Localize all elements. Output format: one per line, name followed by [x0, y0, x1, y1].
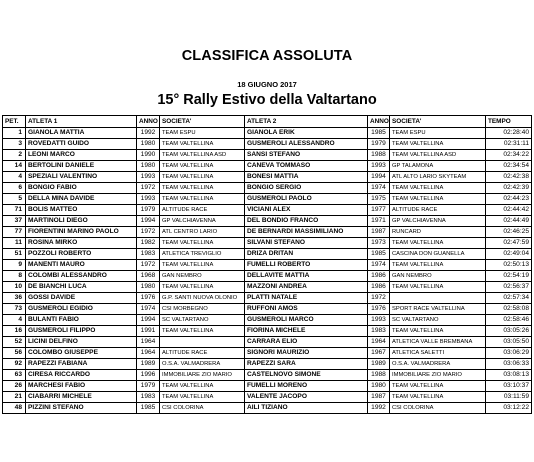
cell-atleta1: ROSINA MIRKO [26, 238, 137, 249]
cell-atleta2: GIANOLA ERIK [245, 128, 368, 139]
cell-societa1: SC VALTARTANO [160, 315, 245, 326]
cell-anno2: 1973 [368, 238, 390, 249]
table-row [3, 172, 532, 183]
cell-anno1: 1983 [137, 249, 160, 260]
cell-tempo: 02:34:22 [486, 150, 532, 161]
cell-pet: 71 [3, 205, 26, 216]
cell-atleta2: DRIZA DRITAN [245, 249, 368, 260]
cell-anno1: 1968 [137, 271, 160, 282]
cell-societa1: TEAM VALTELLINA [160, 381, 245, 392]
cell-societa2: TEAM VALTELLINA [390, 326, 486, 337]
cell-pet: 63 [3, 370, 26, 381]
table-row [3, 359, 532, 370]
header-societa1: SOCIETA' [160, 116, 245, 128]
cell-atleta1: POZZOLI ROBERTO [26, 249, 137, 260]
cell-atleta2: CARRARA ELIO [245, 337, 368, 348]
table-row [3, 139, 532, 150]
cell-tempo: 02:49:04 [486, 249, 532, 260]
cell-atleta2: DELLAVITE MATTIA [245, 271, 368, 282]
table-row [3, 370, 532, 381]
cell-tempo: 03:10:37 [486, 381, 532, 392]
cell-societa1: O.S.A. VALMADRERA [160, 359, 245, 370]
event-date: 18 GIUGNO 2017 [237, 80, 297, 89]
table-row [3, 227, 532, 238]
table-row [3, 260, 532, 271]
cell-societa2: TEAM VALTELLINA [390, 139, 486, 150]
cell-anno1: 1996 [137, 370, 160, 381]
cell-societa2: O.S.A. VALMADRERA [390, 359, 486, 370]
cell-tempo: 02:44:49 [486, 216, 532, 227]
table-row [3, 128, 532, 139]
cell-anno2: 1993 [368, 315, 390, 326]
table-row [3, 150, 532, 161]
cell-pet: 77 [3, 227, 26, 238]
cell-societa1: TEAM VALTELLINA [160, 161, 245, 172]
cell-pet: 37 [3, 216, 26, 227]
cell-tempo: 03:12:22 [486, 403, 532, 414]
cell-atleta2: PLATTI NATALE [245, 293, 368, 304]
cell-anno1: 1972 [137, 183, 160, 194]
cell-societa2: ALTITUDE RACE [390, 205, 486, 216]
cell-anno2: 1992 [368, 403, 390, 414]
cell-societa1: GP VALCHIAVENNA [160, 216, 245, 227]
table-row [3, 326, 532, 337]
header-anno1: ANNO [137, 116, 160, 128]
cell-tempo: 02:31:11 [486, 139, 532, 150]
cell-societa1: GAN NEMBRO [160, 271, 245, 282]
cell-atleta2: BONGIO SERGIO [245, 183, 368, 194]
cell-societa2: TEAM VALTELLINA [390, 238, 486, 249]
cell-anno1: 1964 [137, 348, 160, 359]
cell-anno2: 1993 [368, 161, 390, 172]
cell-anno2: 1985 [368, 249, 390, 260]
cell-societa1: CSI MORBEGNO [160, 304, 245, 315]
cell-atleta1: PIZZINI STEFANO [26, 403, 137, 414]
cell-atleta2: DE BERNARDI MASSIMILIANO [245, 227, 368, 238]
cell-tempo: 02:54:19 [486, 271, 532, 282]
cell-atleta2: CASTELNOVO SIMONE [245, 370, 368, 381]
header-atleta1: ATLETA 1 [26, 116, 137, 128]
cell-tempo: 02:42:39 [486, 183, 532, 194]
cell-atleta2: RAPEZZI SARA [245, 359, 368, 370]
cell-tempo: 02:34:54 [486, 161, 532, 172]
cell-societa2: IMMOBILIARE ZIO MARIO [390, 370, 486, 381]
cell-societa2: TEAM VALTELLINA [390, 282, 486, 293]
cell-atleta2: FUMELLI MORENO [245, 381, 368, 392]
cell-tempo: 02:57:34 [486, 293, 532, 304]
cell-societa1: TEAM VALTELLINA [160, 139, 245, 150]
table-row [3, 282, 532, 293]
cell-atleta1: CIRESA RICCARDO [26, 370, 137, 381]
cell-atleta2: SILVANI STEFANO [245, 238, 368, 249]
cell-societa2: GP TALAMONA [390, 161, 486, 172]
cell-atleta2: AILI TIZIANO [245, 403, 368, 414]
cell-atleta2: RUFFONI AMOS [245, 304, 368, 315]
cell-anno1: 1972 [137, 260, 160, 271]
cell-anno2: 1987 [368, 227, 390, 238]
cell-atleta2: FIORINA MICHELE [245, 326, 368, 337]
table-row [3, 403, 532, 414]
cell-societa1: ALTITUDE RACE [160, 348, 245, 359]
cell-atleta1: CIABARRI MICHELE [26, 392, 137, 403]
cell-societa1: ALTITUDE RACE [160, 205, 245, 216]
cell-atleta1: BULANTI FABIO [26, 315, 137, 326]
cell-anno2: 1986 [368, 282, 390, 293]
table-row [3, 348, 532, 359]
cell-anno2: 1994 [368, 172, 390, 183]
cell-tempo: 02:28:40 [486, 128, 532, 139]
cell-pet: 5 [3, 194, 26, 205]
cell-atleta2: VALENTE JACOPO [245, 392, 368, 403]
cell-pet: 56 [3, 348, 26, 359]
cell-societa1: TEAM VALTELLINA [160, 260, 245, 271]
table-row [3, 161, 532, 172]
cell-anno2: 1988 [368, 370, 390, 381]
cell-tempo: 02:58:46 [486, 315, 532, 326]
cell-pet: 14 [3, 161, 26, 172]
cell-pet: 3 [3, 139, 26, 150]
table-row [3, 205, 532, 216]
cell-anno1: 1979 [137, 205, 160, 216]
cell-societa2: TEAM VALTELLINA ASD [390, 150, 486, 161]
cell-anno1: 1994 [137, 315, 160, 326]
cell-atleta1: GUSMEROLI EGIDIO [26, 304, 137, 315]
cell-atleta2: VICIANI ALEX [245, 205, 368, 216]
table-row [3, 238, 532, 249]
cell-atleta2: CANEVA TOMMASO [245, 161, 368, 172]
cell-atleta2: FUMELLI ROBERTO [245, 260, 368, 271]
header-anno2: ANNO [368, 116, 390, 128]
cell-anno1: 1972 [137, 227, 160, 238]
cell-atleta2: GUSMEROLI PAOLO [245, 194, 368, 205]
cell-atleta1: MANENTI MAURO [26, 260, 137, 271]
cell-tempo: 03:05:26 [486, 326, 532, 337]
cell-anno1: 1980 [137, 161, 160, 172]
cell-societa1: TEAM VALTELLINA [160, 194, 245, 205]
results-table [2, 115, 532, 414]
cell-atleta1: MARTINOLI DIEGO [26, 216, 137, 227]
cell-pet: 9 [3, 260, 26, 271]
cell-anno2: 1974 [368, 183, 390, 194]
cell-atleta1: LEONI MARCO [26, 150, 137, 161]
cell-societa1: TEAM VALTELLINA [160, 183, 245, 194]
cell-pet: 4 [3, 315, 26, 326]
cell-tempo: 02:58:08 [486, 304, 532, 315]
cell-societa1: TEAM VALTELLINA ASD [160, 150, 245, 161]
cell-anno1: 1993 [137, 194, 160, 205]
cell-atleta1: COLOMBO GIUSEPPE [26, 348, 137, 359]
cell-anno2: 1977 [368, 205, 390, 216]
header-societa2: SOCIETA' [390, 116, 486, 128]
cell-societa2: SPORT RACE VALTELLINA [390, 304, 486, 315]
cell-tempo: 02:47:59 [486, 238, 532, 249]
cell-pet: 73 [3, 304, 26, 315]
cell-societa2: CASCINA DON GUANELLA [390, 249, 486, 260]
table-row [3, 304, 532, 315]
cell-tempo: 03:08:13 [486, 370, 532, 381]
table-row [3, 315, 532, 326]
cell-societa2: TEAM VALTELLINA [390, 260, 486, 271]
cell-atleta1: COLOMBI ALESSANDRO [26, 271, 137, 282]
cell-anno1: 1980 [137, 139, 160, 150]
cell-societa2: RUNCARD [390, 227, 486, 238]
cell-pet: 92 [3, 359, 26, 370]
page-title: CLASSIFICA ASSOLUTA [181, 48, 353, 64]
cell-societa1: ATLETICA TREVIGLIO [160, 249, 245, 260]
table-row [3, 183, 532, 194]
cell-tempo: 02:42:38 [486, 172, 532, 183]
cell-pet: 26 [3, 381, 26, 392]
cell-anno1: 1985 [137, 403, 160, 414]
cell-atleta1: LICINI DELFINO [26, 337, 137, 348]
cell-societa1: TEAM ESPU [160, 128, 245, 139]
cell-anno2: 1964 [368, 337, 390, 348]
cell-anno2: 1974 [368, 260, 390, 271]
cell-atleta1: DE BIANCHI LUCA [26, 282, 137, 293]
cell-anno2: 1988 [368, 150, 390, 161]
cell-pet: 6 [3, 183, 26, 194]
cell-tempo: 02:44:42 [486, 205, 532, 216]
cell-societa2: TEAM ESPU [390, 128, 486, 139]
cell-anno1: 1989 [137, 359, 160, 370]
cell-pet: 52 [3, 337, 26, 348]
cell-atleta1: GOSSI DAVIDE [26, 293, 137, 304]
cell-atleta2: MAZZONI ANDREA [245, 282, 368, 293]
cell-atleta2: DEL BONDIO FRANCO [245, 216, 368, 227]
cell-anno1: 1974 [137, 304, 160, 315]
cell-atleta1: SPEZIALI VALENTINO [26, 172, 137, 183]
cell-tempo: 03:05:50 [486, 337, 532, 348]
cell-societa2: TEAM VALTELLINA [390, 381, 486, 392]
table-row [3, 271, 532, 282]
cell-atleta1: FIORENTINI MARINO PAOLO [26, 227, 137, 238]
cell-societa2: SC VALTARTANO [390, 315, 486, 326]
cell-societa1: ATL CENTRO LARIO [160, 227, 245, 238]
cell-societa2: ATLETICA SALETTI [390, 348, 486, 359]
cell-pet: 21 [3, 392, 26, 403]
cell-societa1 [160, 337, 245, 348]
cell-atleta1: MARCHESI FABIO [26, 381, 137, 392]
cell-anno2: 1989 [368, 359, 390, 370]
header-tempo: TEMPO [486, 116, 532, 128]
cell-atleta1: ROVEDATTI GUIDO [26, 139, 137, 150]
cell-societa2: ATLETICA VALLE BREMBANA [390, 337, 486, 348]
cell-tempo: 03:06:33 [486, 359, 532, 370]
cell-anno2: 1987 [368, 392, 390, 403]
cell-societa2: GP VALCHIAVENNA [390, 216, 486, 227]
cell-pet: 4 [3, 172, 26, 183]
cell-anno1: 1992 [137, 128, 160, 139]
cell-tempo: 02:44:23 [486, 194, 532, 205]
cell-pet: 16 [3, 326, 26, 337]
cell-pet: 8 [3, 271, 26, 282]
header-atleta2: ATLETA 2 [245, 116, 368, 128]
cell-societa2: TEAM VALTELLINA [390, 194, 486, 205]
cell-tempo: 03:06:29 [486, 348, 532, 359]
cell-anno1: 1964 [137, 337, 160, 348]
cell-atleta1: GIANOLA MATTIA [26, 128, 137, 139]
cell-anno1: 1994 [137, 216, 160, 227]
results-body [3, 128, 532, 414]
cell-societa2: GAN NEMBRO [390, 271, 486, 282]
cell-societa2 [390, 293, 486, 304]
cell-pet: 36 [3, 293, 26, 304]
cell-anno1: 1991 [137, 326, 160, 337]
cell-pet: 48 [3, 403, 26, 414]
cell-atleta2: SANSI STEFANO [245, 150, 368, 161]
cell-societa1: IMMOBILIARE ZIO MARIO [160, 370, 245, 381]
cell-societa1: TEAM VALTELLINA [160, 392, 245, 403]
cell-atleta1: GUSMEROLI FILIPPO [26, 326, 137, 337]
cell-pet: 2 [3, 150, 26, 161]
cell-anno2: 1975 [368, 194, 390, 205]
cell-anno1: 1976 [137, 293, 160, 304]
cell-anno2: 1967 [368, 348, 390, 359]
cell-societa2: ATL ALTO LARIO SKYTEAM [390, 172, 486, 183]
cell-anno1: 1982 [137, 238, 160, 249]
cell-tempo: 02:46:25 [486, 227, 532, 238]
cell-societa1: TEAM VALTELLINA [160, 238, 245, 249]
table-row [3, 249, 532, 260]
header-pet: PET. [3, 116, 26, 128]
table-row [3, 381, 532, 392]
table-row [3, 392, 532, 403]
cell-tempo: 02:56:37 [486, 282, 532, 293]
cell-anno2: 1972 [368, 293, 390, 304]
cell-anno1: 1990 [137, 150, 160, 161]
cell-anno1: 1980 [137, 282, 160, 293]
cell-anno1: 1979 [137, 381, 160, 392]
cell-societa1: G.P. SANTI NUOVA OLONIO [160, 293, 245, 304]
cell-societa1: TEAM VALTELLINA [160, 172, 245, 183]
cell-anno2: 1979 [368, 139, 390, 150]
cell-atleta2: SIGNORI MAURIZIO [245, 348, 368, 359]
cell-societa2: CSI COLORINA [390, 403, 486, 414]
cell-anno1: 1983 [137, 392, 160, 403]
cell-pet: 1 [3, 128, 26, 139]
cell-anno2: 1983 [368, 326, 390, 337]
cell-anno2: 1976 [368, 304, 390, 315]
table-header-row [3, 116, 532, 128]
cell-tempo: 03:11:59 [486, 392, 532, 403]
table-row [3, 293, 532, 304]
cell-anno1: 1993 [137, 172, 160, 183]
cell-atleta2: GUSMEROLI MARCO [245, 315, 368, 326]
cell-societa1: CSI COLORINA [160, 403, 245, 414]
cell-societa1: TEAM VALTELLINA [160, 282, 245, 293]
cell-atleta1: BONGIO FABIO [26, 183, 137, 194]
cell-anno2: 1971 [368, 216, 390, 227]
cell-anno2: 1986 [368, 271, 390, 282]
cell-anno2: 1980 [368, 381, 390, 392]
cell-pet: 51 [3, 249, 26, 260]
cell-atleta2: BONESI MATTIA [245, 172, 368, 183]
cell-atleta1: BOLIS MATTEO [26, 205, 137, 216]
cell-societa2: TEAM VALTELLINA [390, 392, 486, 403]
cell-atleta2: GUSMEROLI ALESSANDRO [245, 139, 368, 150]
cell-atleta1: DELLA MINA DAVIDE [26, 194, 137, 205]
cell-societa2: TEAM VALTELLINA [390, 183, 486, 194]
table-row [3, 216, 532, 227]
table-row [3, 337, 532, 348]
cell-atleta1: BERTOLINI DANIELE [26, 161, 137, 172]
event-name: 15° Rally Estivo della Valtartano [157, 92, 377, 108]
cell-anno2: 1985 [368, 128, 390, 139]
cell-tempo: 02:50:13 [486, 260, 532, 271]
cell-atleta1: RAPEZZI FABIANA [26, 359, 137, 370]
cell-pet: 11 [3, 238, 26, 249]
cell-societa1: TEAM VALTELLINA [160, 326, 245, 337]
cell-pet: 10 [3, 282, 26, 293]
table-row [3, 194, 532, 205]
